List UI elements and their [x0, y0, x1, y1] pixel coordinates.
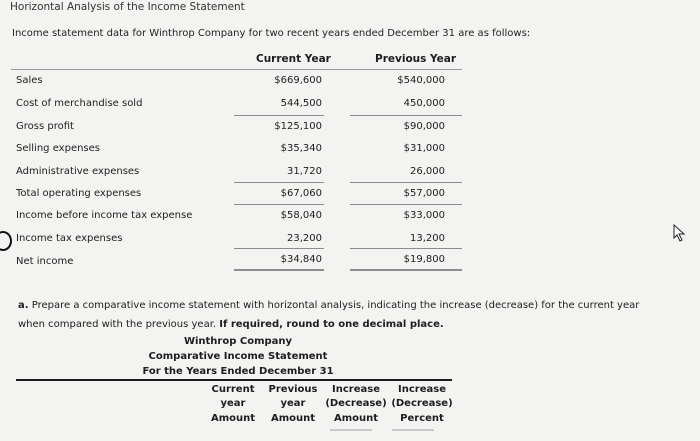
selling-expenses-previous: $31,000: [403, 143, 445, 154]
sales-current: $669,600: [274, 75, 322, 86]
intro-text: Income statement data for Winthrop Company for two recent years ended December 31 are as follows:: [12, 28, 531, 39]
ans-header-current-l3: Amount: [210, 413, 256, 424]
subtotal-rule: [350, 248, 462, 249]
statement-period: For the Years Ended December 31: [142, 366, 334, 377]
selling-expenses-current: $35,340: [280, 143, 322, 154]
net-income-current: $34,840: [280, 254, 322, 265]
subtotal-rule: [234, 248, 324, 249]
ans-header-inc-percent-l2: (Decrease): [391, 398, 453, 409]
answer-col-rule: [392, 429, 434, 431]
total-operating-current: $67,060: [280, 188, 322, 199]
ans-header-inc-amount-l3: Amount: [333, 413, 379, 424]
statement-name: Comparative Income Statement: [148, 351, 328, 362]
row-label-income-before-tax: Income before income tax expense: [16, 210, 193, 221]
previous-year-header: Previous Year: [375, 53, 457, 65]
page-title: Horizontal Analysis of the Income Statement: [10, 1, 245, 13]
admin-expenses-previous: 26,000: [410, 166, 445, 177]
company-name: Winthrop Company: [183, 336, 293, 347]
subtotal-rule: [350, 182, 462, 183]
statement-heading-rule: [16, 379, 452, 381]
ans-header-current-l2: year: [220, 398, 246, 409]
subtotal-rule: [350, 115, 462, 116]
current-year-header: Current Year: [256, 53, 331, 65]
gross-profit-current: $125,100: [274, 121, 322, 132]
header-rule: [11, 69, 462, 70]
gross-profit-previous: $90,000: [403, 121, 445, 132]
income-before-tax-previous: $33,000: [403, 210, 445, 221]
ans-header-previous-l1: Previous: [268, 384, 318, 395]
ans-header-previous-l3: Amount: [270, 413, 316, 424]
answer-col-rule: [330, 429, 372, 431]
question-rounding-note: If required, round to one decimal place.: [219, 319, 444, 330]
question-body: Prepare a comparative income statement with horizontal analysis, indicating the increase (decrease) for the current year when compared with the previous year.: [18, 300, 640, 330]
total-operating-previous: $57,000: [403, 188, 445, 199]
row-label-sales: Sales: [16, 75, 43, 86]
cursor-fragment-icon: [0, 231, 12, 251]
row-label-cogs: Cost of merchandise sold: [16, 98, 143, 109]
ans-header-inc-amount-l1: Increase: [332, 384, 380, 395]
mouse-pointer-icon: [672, 224, 686, 242]
subtotal-rule: [350, 204, 462, 205]
sales-previous: $540,000: [397, 75, 445, 86]
ans-header-inc-percent-l3: Percent: [400, 413, 444, 424]
subtotal-rule: [234, 204, 324, 205]
income-before-tax-current: $58,040: [280, 210, 322, 221]
income-tax-previous: 13,200: [410, 233, 445, 244]
cogs-previous: 450,000: [403, 98, 445, 109]
net-income-previous: $19,800: [403, 254, 445, 265]
row-label-net-income: Net income: [16, 256, 74, 267]
ans-header-inc-amount-l2: (Decrease): [325, 398, 387, 409]
row-label-total-operating: Total operating expenses: [16, 188, 142, 199]
row-label-selling-expenses: Selling expenses: [16, 143, 101, 154]
total-double-rule: [234, 269, 324, 271]
row-label-admin-expenses: Administrative expenses: [16, 166, 140, 177]
subtotal-rule: [234, 115, 324, 116]
row-label-income-tax: Income tax expenses: [16, 233, 123, 244]
income-tax-current: 23,200: [287, 233, 322, 244]
ans-header-previous-l2: year: [280, 398, 306, 409]
ans-header-inc-percent-l1: Increase: [398, 384, 446, 395]
question-prefix: a.: [18, 300, 29, 311]
admin-expenses-current: 31,720: [287, 166, 322, 177]
ans-header-current-l1: Current: [211, 384, 255, 395]
cogs-current: 544,500: [280, 98, 322, 109]
total-double-rule: [350, 269, 462, 271]
row-label-gross-profit: Gross profit: [16, 121, 74, 132]
subtotal-rule: [234, 182, 324, 183]
question-text: [18, 296, 668, 334]
